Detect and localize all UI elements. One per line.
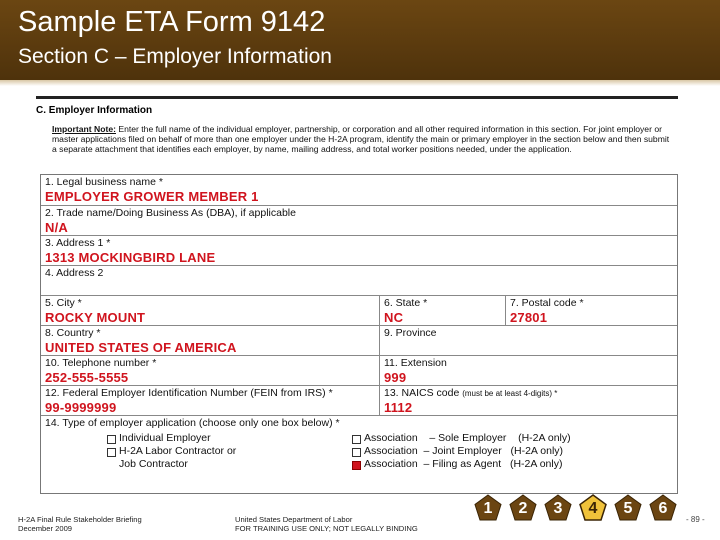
field-extension[interactable]: 999 (384, 370, 407, 385)
label-application-type: 14. Type of employer application (choose only one box below) * (45, 417, 340, 429)
cell-extension (379, 356, 677, 386)
footer-briefing (18, 515, 142, 533)
checkbox-assoc-filing-as-agent[interactable] (352, 461, 361, 470)
label-state: 6. State * (384, 297, 428, 309)
checkbox-individual-employer[interactable] (107, 435, 116, 444)
row-address2 (41, 265, 677, 296)
row-address1 (41, 235, 677, 266)
label-address1: 3. Address 1 * (45, 237, 111, 249)
field-legal-name[interactable]: EMPLOYER GROWER MEMBER 1 (45, 189, 259, 204)
form-section-c (36, 96, 678, 494)
slide-header (0, 0, 720, 80)
row-trade-name (41, 205, 677, 236)
checkbox-assoc-joint-employer[interactable] (352, 448, 361, 457)
row-fein-naics (41, 385, 677, 416)
step-6-button[interactable]: 6 (649, 494, 677, 522)
step-3-button[interactable]: 3 (544, 494, 572, 522)
option-labor-contractor: H-2A Labor Contractor or (119, 445, 237, 457)
label-naics-note: (must be at least 4-digits) * (462, 389, 558, 398)
option-assoc-sole-employer: Association – Sole Employer (H-2A only) (364, 432, 571, 444)
section-title: C. Employer Information (36, 105, 153, 116)
page-number: - 89 - (686, 515, 705, 524)
label-trade-name: 2. Trade name/Doing Business As (DBA), if applicable (45, 207, 296, 219)
cell-naics (379, 386, 677, 416)
field-address1[interactable]: 1313 MOCKINGBIRD LANE (45, 250, 216, 265)
slide-subtitle: Section C – Employer Information (18, 45, 332, 68)
label-naics (384, 387, 557, 399)
cell-country (41, 326, 379, 356)
step-1-button[interactable]: 1 (474, 494, 502, 522)
step-navigation (472, 490, 688, 526)
label-address2: 4. Address 2 (45, 267, 104, 279)
option-job-contractor: Job Contractor (119, 458, 188, 470)
label-fein: 12. Federal Employer Identification Number (FEIN from IRS) * (45, 387, 333, 399)
step-5-button[interactable]: 5 (614, 494, 642, 522)
option-assoc-filing-as-agent: Association – Filing as Agent (H-2A only) (364, 458, 563, 470)
cell-province (379, 326, 677, 356)
label-postal: 7. Postal code * (510, 297, 584, 309)
note-label: Important Note: (52, 124, 116, 134)
important-note (52, 124, 676, 154)
label-country: 8. Country * (45, 327, 101, 339)
step-2-button[interactable]: 2 (509, 494, 537, 522)
row-country-province (41, 325, 677, 356)
row-phone-extension (41, 355, 677, 386)
note-text: Enter the full name of the individual employer, partnership, or corporation and all other required information in this section. For joint employer or master applications filed on behalf of more than one employer under the H-2A program, identify the main or primary employer in the section below and then submit a separate attachment that identifies each employer, by name, mailing address, and total worker positions needed, under the application. (52, 124, 670, 154)
row-application-type (41, 415, 677, 493)
cell-phone (41, 356, 379, 386)
option-individual-employer: Individual Employer (119, 432, 211, 444)
footer-dol-name: United States Department of Labor (235, 515, 353, 524)
footer-disclaimer: FOR TRAINING USE ONLY; NOT LEGALLY BINDING (235, 524, 418, 533)
row-city-state-postal (41, 295, 677, 326)
field-state[interactable]: NC (384, 310, 404, 325)
cell-fein (41, 386, 379, 416)
footer-briefing-title: H-2A Final Rule Stakeholder Briefing (18, 515, 142, 524)
step-4-button[interactable]: 4 (579, 494, 607, 522)
label-naics-main: 13. NAICS code (384, 387, 460, 399)
option-assoc-joint-employer: Association – Joint Employer (H-2A only) (364, 445, 564, 457)
footer-dol (235, 515, 418, 533)
checkbox-labor-contractor[interactable] (107, 448, 116, 457)
row-legal-name (41, 175, 677, 205)
header-divider (0, 80, 720, 86)
label-city: 5. City * (45, 297, 82, 309)
label-province: 9. Province (384, 327, 437, 339)
field-naics[interactable]: 1112 (384, 400, 413, 415)
slide-title: Sample ETA Form 9142 (18, 6, 326, 38)
section-top-rule (36, 96, 678, 99)
field-phone[interactable]: 252-555-5555 (45, 370, 129, 385)
label-phone: 10. Telephone number * (45, 357, 157, 369)
field-postal[interactable]: 27801 (510, 310, 548, 325)
label-legal-name: 1. Legal business name * (45, 176, 163, 188)
cell-city (41, 296, 379, 326)
field-country[interactable]: UNITED STATES OF AMERICA (45, 340, 237, 355)
cell-postal (505, 296, 677, 326)
cell-state (379, 296, 506, 326)
field-grid (40, 174, 678, 494)
field-trade-name[interactable]: N/A (45, 220, 68, 235)
label-extension: 11. Extension (384, 357, 447, 369)
footer-briefing-date: December 2009 (18, 524, 73, 533)
field-city[interactable]: ROCKY MOUNT (45, 310, 146, 325)
field-fein[interactable]: 99-9999999 (45, 400, 117, 415)
checkbox-assoc-sole-employer[interactable] (352, 435, 361, 444)
